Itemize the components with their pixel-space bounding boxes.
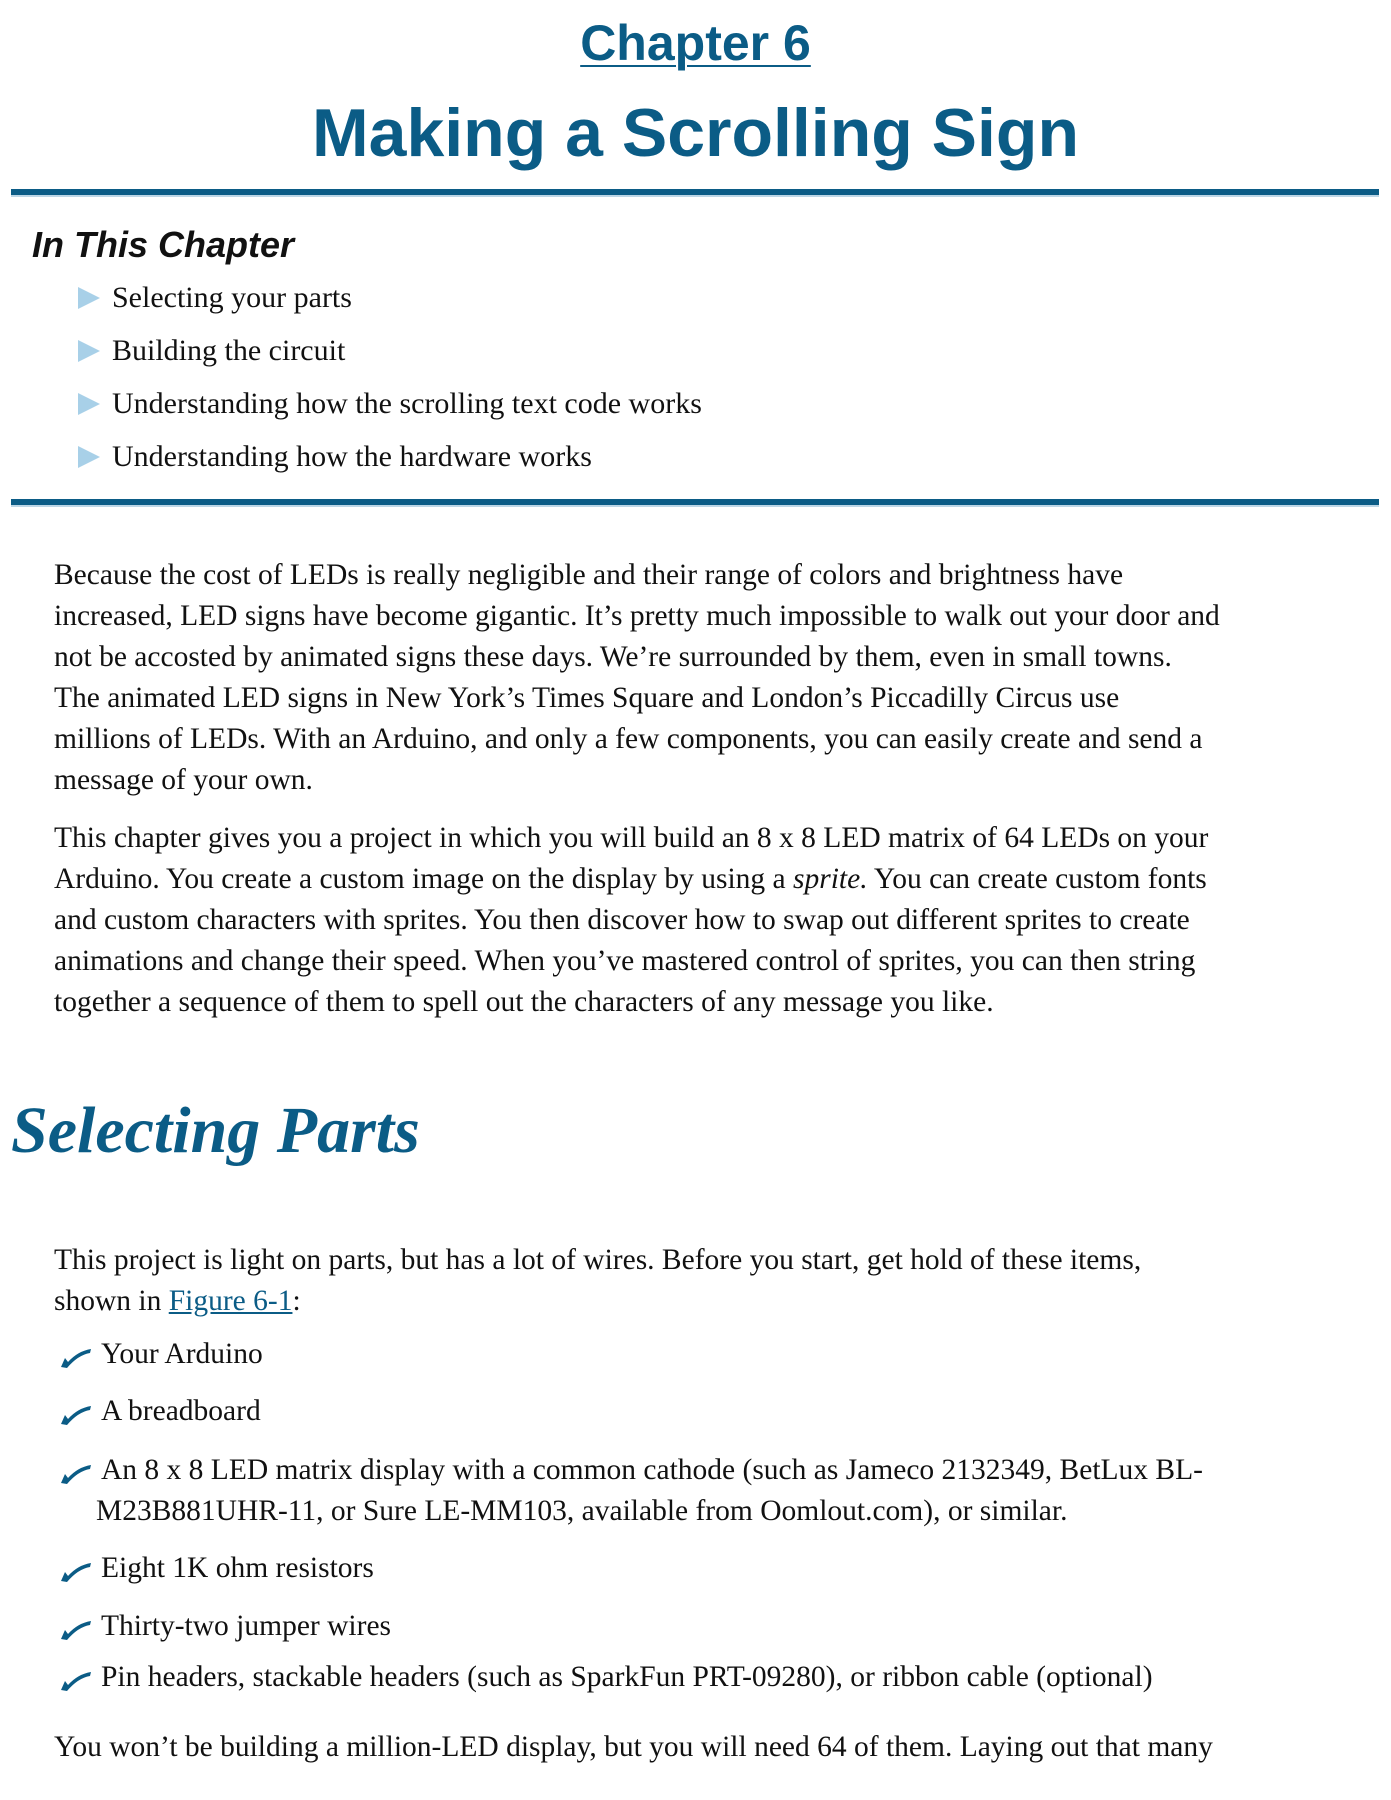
toc-item-label: Understanding how the scrolling text code works [112,387,702,420]
text-line [54,1281,301,1322]
toc-item [78,387,702,421]
text-line: This project is light on parts, but has a lot of wires. Before you start, get hold of these items, [54,1244,1142,1276]
toc-item-label: Building the circuit [112,334,346,367]
list-item: Pin headers, stackable headers (such as SparkFun PRT-09280), or ribbon cable (optional) [101,1661,1153,1693]
triangle-bullet-icon [78,287,100,309]
divider-bottom [11,499,1379,507]
text-line: millions of LEDs. With an Arduino, and only a few components, you can easily create and send a [54,723,1203,755]
list-item: A breadboard [101,1395,261,1427]
list-item: Your Arduino [101,1338,263,1370]
checkmark-icon [60,1404,92,1426]
triangle-bullet-icon [78,393,100,415]
text-line: Because the cost of LEDs is really negligible and their range of colors and brightness have [54,559,1124,591]
divider-top [11,189,1379,197]
triangle-bullet-icon [78,340,100,362]
list-item: An 8 x 8 LED matrix display with a common cathode (such as Jameco 2132349, BetLux BL- [101,1454,1203,1486]
text-line: You won’t be building a million-LED display, but you will need 64 of them. Laying out that many [54,1731,1213,1763]
chapter-link[interactable]: Chapter 6 [580,15,811,71]
text-line [54,859,1207,900]
toc-item [78,281,352,315]
checkmark-icon [60,1347,92,1369]
text-line: increased, LED signs have become gigantic. It’s pretty much impossible to walk out your door and [54,600,1220,632]
toc-item [78,334,345,368]
toc-item [78,440,592,474]
checkmark-icon [60,1463,92,1485]
section-heading: Selecting Parts [11,1094,420,1167]
text-line: and custom characters with sprites. You then discover how to swap out different sprites to create [54,904,1190,936]
checkmark-icon [60,1561,92,1583]
chapter-title: Making a Scrolling Sign [312,95,1079,171]
list-item: Thirty-two jumper wires [101,1610,392,1642]
text-span: shown in [54,1285,169,1317]
text-line: animations and change their speed. When you’ve mastered control of sprites, you can then string [54,945,1196,977]
text-line: not be accosted by animated signs these days. We’re surrounded by them, even in small towns. [54,641,1172,673]
text-span: Arduino. You create a custom image on the display by using a [54,863,794,895]
chapter-label [0,14,1391,72]
list-item-continuation: M23B881UHR-11, or Sure LE-MM103, available from Oomlout.com), or similar. [96,1495,1068,1527]
text-line: message of your own. [54,764,313,796]
text-span: : [292,1285,301,1317]
checkmark-icon [60,1670,92,1692]
in-this-chapter-heading: In This Chapter [32,224,295,265]
checkmark-icon [60,1619,92,1641]
text-line: This chapter gives you a project in which you will build an 8 x 8 LED matrix of 64 LEDs on your [54,822,1209,854]
emphasis-sprite: sprite. [793,863,868,895]
list-item: Eight 1K ohm resistors [101,1552,374,1584]
text-line: together a sequence of them to spell out the characters of any message you like. [54,986,994,1018]
figure-link[interactable]: Figure 6-1 [168,1285,293,1317]
text-span: You can create custom fonts [867,863,1207,895]
triangle-bullet-icon [78,446,100,468]
toc-item-label: Understanding how the hardware works [112,440,592,473]
text-line: The animated LED signs in New York’s Times Square and London’s Piccadilly Circus use [54,682,1120,714]
toc-item-label: Selecting your parts [112,281,352,314]
